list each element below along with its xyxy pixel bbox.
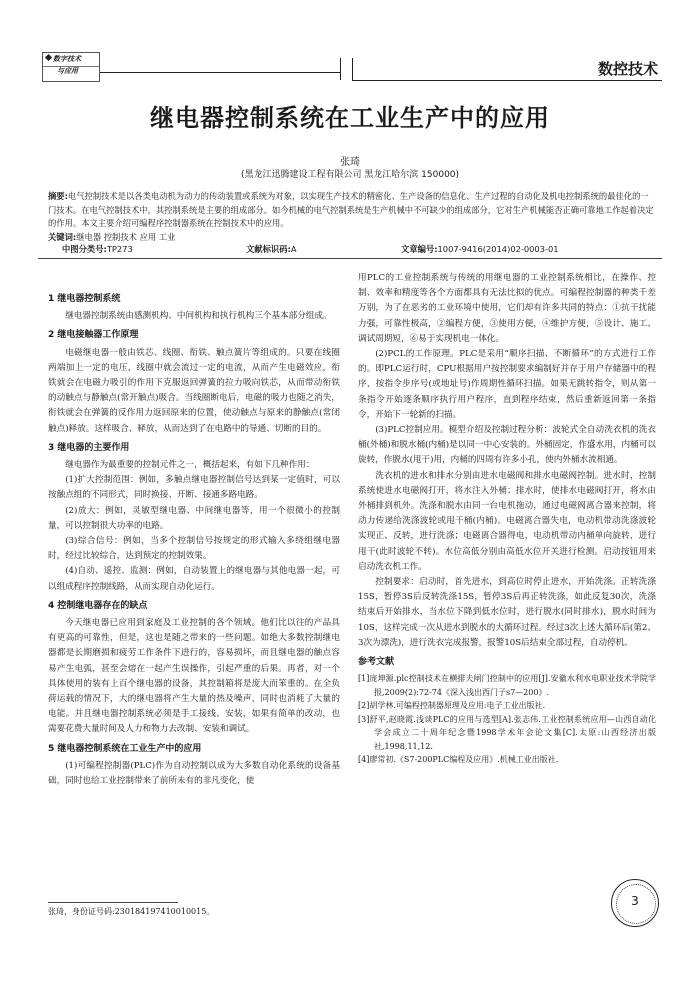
paragraph: (2)PCL的工作原理。PLC是采用“顺序扫描、不断循环”的方式进行工作的。即PLC运行时，CPU根据用户按控制要求编制好并存于用户存储器中的程序，按指令步序号(或地址号)作周期性循环扫描。如果无跳转指令，则从第一条指令开始逐条顺序执行用户程序，直到程序结束，然后重新返回第一条指令，开始下一轮新的扫描。 [358,349,656,420]
section-heading: 3 继电器的主要作用 [48,442,130,453]
section-heading: 1 继电器控制系统 [48,294,121,304]
right-column [358,271,656,767]
paragraph: (4)自动、遥控、监测：例如，自动装置上的继电器与其他电器一起，可以组成程序控制线路，从而实现自动化运行。 [48,566,340,592]
left-column [48,288,340,789]
references-heading: 参考文献 [358,657,395,668]
footnote: 张琦，身份证号码:230184197410010015。 [48,907,215,916]
paragraph: 洗衣机的进水和排水分别由进水电磁阀和排水电磁阀控制。进水时，控制系统使进水电磁阀打开，将水注入外桶；排水时，使排水电磁阀打开，将水由外桶排到机外。洗涤和脱水由同一台电机拖动，通过电磁阀离合器来控制，将动力传递给洗涤波轮或甩干桶(内桶)。电磁离合器失电，电动机带动洗涤波轮实现正、反转，进行洗涤；电磁离合器得电，电动机带动内桶单向旋转，进行甩干(此时波轮不转)。水位高低分别由高低水位开关进行检测。启动按钮用来启动洗衣机工作。 [358,470,656,572]
article-title: 继电器控制系统在工业生产中的应用 [150,104,550,132]
header-rule [100,72,340,73]
abstract [48,190,656,244]
logo-line2: 与应用 [57,67,78,75]
reference-item: [1]庞坤源.plc控制技术在横排夫闸门控制中的应用[J].安徽水利水电职业技术学院学报,2009(2):72-74《深入浅出西门子s7—200》. [358,674,656,697]
reference-item: [2]胡学林.可编程控制器原理及应用:电子工业出版社. [358,701,546,711]
paragraph: 控制要求：启动时，首先进水，到高位时停止进水，开始洗涤。正转洗涤15S，暂停3S后反转洗涤15S，暂停3S后再正转洗涤，如此反复30次，洗涤结束后开始排水，当水位下降到低水位时，进行脱水(同时排水)，脱水时间为10S，这样完成一次从进水到脱水的大循环过程。经过3次上述大循环后(第2、3次为漂洗)，进行洗衣完成报警，报警10S后结束全部过程，自动停机。 [358,577,656,648]
article-id: 文章编号:1007-9416(2014)02-0003-01 [401,244,559,254]
paragraph: 继电器作为最重要的控制元件之一，概括起来，有如下几种作用： [65,460,315,471]
paragraph: (3)PLC控制应用。模型介绍及控制过程分析：波轮式全自动洗衣机的洗衣桶(外桶)和脱水桶(内桶)是以同一中心安装的。外桶固定，作盛水用，内桶可以旋转，作脱水(甩干)用，内桶的四周有许多小孔，使内外桶水流相通。 [358,425,656,466]
reference-item: [3]舒平,赵晓霞.浅谈PLC的应用与选型[A].张志伟.工业控制系统应用—山西自动化学会成立二十周年纪念暨1998学术年会论文集[C].太原:山西经济出版社,1998,11,12. [358,714,656,751]
page-number: 3 [631,894,639,908]
header-rule [352,80,662,81]
keywords-text: 继电器 控制技术 应用 工业 [76,231,176,242]
paragraph: (1)扩大控制范围：例如，多触点继电器控制信号达到某一定值时，可以按触点组的不同形式，同时换接、开断、接通多路电路。 [48,475,340,501]
journal-logo [42,52,100,82]
doc-code: 文献标识码:A [246,244,297,254]
abstract-text: 电气控制技术是以各类电动机为动力的传动装置或系统为对象，以实现生产技术的精密化、生产设备的信息化、生产过程的自动化及机电控制系统的最佳化的一门技术。在电气控制技术中，其控制系统是主要的组成部分。如今机械的电气控制系统是生产机械中不可缺少的组成部分，它对生产机械能否正确可靠地工作起着决定的作用。本文主要介绍可编程序控制器系统在控制技术中的应用。 [48,191,654,228]
header-divider [340,58,341,80]
header-divider [352,58,353,80]
paragraph: 用PLC的工业控制系统与传统的用继电器的工业控制系统相比，在操作、控制、效率和精度等各个方面都具有无法比拟的优点。可编程控制器的种类千差万别，为了在恶劣的工业环境中使用，它们却有许多共同的特点：①抗干扰能力强，可靠性极高，②编程方便，③使用方便，④维护方便，⑤设计、施工、调试周期短，⑥易于实现机电一体化。 [358,273,656,344]
footnote-rule [48,902,178,903]
section-heading: 4 控制继电器存在的缺点 [48,600,148,611]
paragraph: (1)可编程控制器(PLC)作为自动控制以成为大多数自动化系统的设备基础，同时也给工业控制带来了前所未有的非凡变化，使 [48,760,340,787]
author-affiliation: (黑龙江迅腾建设工程有限公司 黑龙江哈尔滨 150000) [240,170,460,180]
logo-line1: 数字技术 [53,55,81,63]
page-number-badge [611,879,659,927]
star-icon [45,54,52,61]
paragraph: 继电器控制系统由感测机构、中间机构和执行机构三个基本部分组成。 [65,311,332,322]
keywords-label: 关键词: [48,231,77,242]
paragraph: (3)综合信号：例如，当多个控制信号按规定的形式输入多绕组继电器时，经过比较综合，达到预定的控制效果。 [48,536,340,562]
author-name: 张琦 [340,157,360,168]
abstract-label: 摘要: [48,191,68,201]
paragraph: 今天继电器已应用到家庭及工业控制的各个领域。他们比以往的产品具有更高的可靠性，但是，这也是随之带来的一些问题。如绝大多数控制继电器都是长期磨损和疲劳工作条件下进行的，容易损坏，而且继电器的触点容易产生电弧，甚至会熔在一起产生误操作，引起严重的后果。再者，对一个具体使用的装有上百个继电器的设备，其控制箱将是庞大而笨重的。在全负荷运载的情况下，大的继电器将产生大量的热及噪声，同时也消耗了大量的电能。并且继电器控制系统必须是手工接线、安装，如果有简单的改动，也需要花费大量时间及人力和物力去改制、安装和调试。 [48,618,340,735]
paragraph: (2)放大：例如，灵敏型继电器、中间继电器等，用一个很微小的控制量，可以控制很大功率的电路。 [48,505,340,531]
reference-item: [4]廖常初.《S7-200PLC编程及应用》.机械工业出版社. [358,755,559,765]
clc-number: 中图分类号:TP273 [62,244,133,254]
section-heading: 5 继电器控制系统在工业生产中的应用 [48,743,202,754]
section-name: 数控技术 [597,60,658,78]
abstract-rule [38,258,662,259]
paragraph: 电磁继电器一般由铁芯、线圈、衔铁、触点簧片等组成的。只要在线圈两端加上一定的电压，线圈中就会流过一定的电流，从而产生电磁效应，衔铁就会在电磁力吸引的作用下克服返回弹簧的拉力吸向铁芯，从而带动衔铁的动触点与静触点(常开触点)吸合。当线圈断电后，电磁的吸力也随之消失，衔铁就会在弹簧的反作用力返回原来的位置，使动触点与原来的静触点(常闭触点)释放。这样吸合、释放，从而达到了在电路中的导通、切断的目的。 [48,347,340,434]
section-heading: 2 继电接触器工作原理 [48,330,139,341]
